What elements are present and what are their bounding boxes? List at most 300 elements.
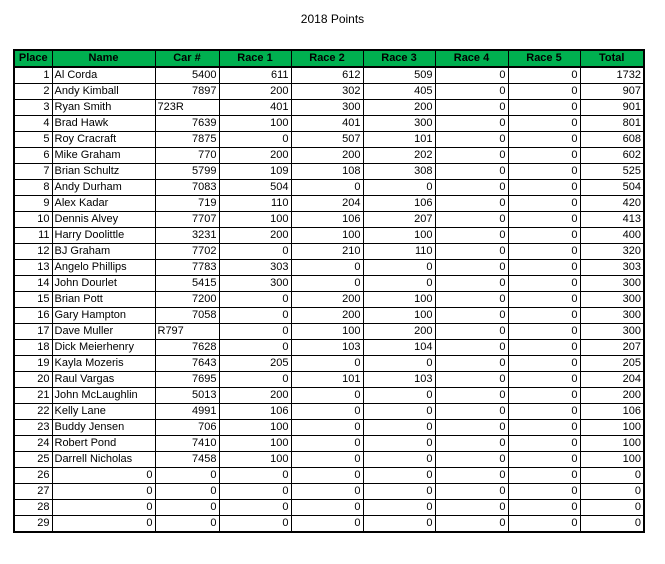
cell-name[interactable]: Brian Pott	[52, 292, 155, 308]
table-row	[14, 500, 644, 516]
cell-place[interactable]: 7	[14, 164, 52, 180]
table-row	[14, 436, 644, 452]
cell-race-1[interactable]: 100	[219, 212, 291, 228]
header-race-5[interactable]: Race 5	[508, 50, 580, 67]
points-rows	[14, 67, 644, 532]
table-row	[14, 324, 644, 340]
cell-race-4[interactable]: 0	[435, 356, 508, 372]
cell-total[interactable]: 106	[580, 404, 644, 420]
cell-race-5[interactable]: 0	[508, 244, 580, 260]
cell-place[interactable]: 18	[14, 340, 52, 356]
points-table	[13, 49, 645, 533]
cell-total[interactable]: 300	[580, 276, 644, 292]
cell-name[interactable]: Brian Schultz	[52, 164, 155, 180]
cell-race-5[interactable]: 0	[508, 276, 580, 292]
cell-car[interactable]: 706	[155, 420, 219, 436]
cell-place[interactable]: 10	[14, 212, 52, 228]
cell-race-5[interactable]: 0	[508, 67, 580, 84]
table-row	[14, 388, 644, 404]
cell-race-5[interactable]: 0	[508, 308, 580, 324]
cell-place[interactable]: 4	[14, 116, 52, 132]
cell-race-3[interactable]: 100	[363, 292, 435, 308]
cell-race-3[interactable]: 0	[363, 404, 435, 420]
cell-race-5[interactable]: 0	[508, 212, 580, 228]
cell-race-2[interactable]: 200	[291, 308, 363, 324]
cell-race-1[interactable]: 100	[219, 452, 291, 468]
cell-race-2[interactable]: 106	[291, 212, 363, 228]
cell-race-2[interactable]: 0	[291, 180, 363, 196]
cell-name[interactable]: Kelly Lane	[52, 404, 155, 420]
table-row	[14, 516, 644, 533]
cell-place[interactable]: 29	[14, 516, 52, 533]
cell-race-5[interactable]: 0	[508, 452, 580, 468]
cell-race-1[interactable]: 0	[219, 340, 291, 356]
cell-race-3[interactable]: 509	[363, 67, 435, 84]
sheet-title: 2018 Points	[300, 12, 365, 26]
cell-race-2[interactable]: 210	[291, 244, 363, 260]
cell-car[interactable]: 0	[155, 500, 219, 516]
cell-race-4[interactable]: 0	[435, 164, 508, 180]
cell-race-5[interactable]: 0	[508, 372, 580, 388]
cell-name[interactable]: BJ Graham	[52, 244, 155, 260]
cell-race-3[interactable]: 0	[363, 516, 435, 533]
table-row	[14, 116, 644, 132]
cell-race-1[interactable]: 0	[219, 308, 291, 324]
cell-race-3[interactable]: 0	[363, 180, 435, 196]
cell-total[interactable]: 504	[580, 180, 644, 196]
table-row	[14, 196, 644, 212]
cell-place[interactable]: 26	[14, 468, 52, 484]
cell-name[interactable]: Angelo Phillips	[52, 260, 155, 276]
cell-total[interactable]: 525	[580, 164, 644, 180]
cell-race-1[interactable]: 504	[219, 180, 291, 196]
header-name[interactable]: Name	[52, 50, 155, 67]
cell-race-2[interactable]: 612	[291, 67, 363, 84]
cell-name[interactable]: Dave Muller	[52, 324, 155, 340]
cell-race-4[interactable]: 0	[435, 148, 508, 164]
cell-race-4[interactable]: 0	[435, 484, 508, 500]
cell-race-1[interactable]: 0	[219, 484, 291, 500]
cell-car[interactable]: 7897	[155, 84, 219, 100]
cell-race-5[interactable]: 0	[508, 388, 580, 404]
cell-car[interactable]: 7695	[155, 372, 219, 388]
cell-car[interactable]: 5799	[155, 164, 219, 180]
cell-race-5[interactable]: 0	[508, 404, 580, 420]
cell-race-1[interactable]: 0	[219, 468, 291, 484]
cell-total[interactable]: 1732	[580, 67, 644, 84]
cell-race-2[interactable]: 103	[291, 340, 363, 356]
cell-race-3[interactable]: 0	[363, 356, 435, 372]
table-row	[14, 276, 644, 292]
cell-name[interactable]: Mike Graham	[52, 148, 155, 164]
cell-total[interactable]: 300	[580, 292, 644, 308]
cell-place[interactable]: 27	[14, 484, 52, 500]
cell-race-2[interactable]: 0	[291, 420, 363, 436]
cell-total[interactable]: 207	[580, 340, 644, 356]
cell-race-1[interactable]: 303	[219, 260, 291, 276]
cell-race-1[interactable]: 106	[219, 404, 291, 420]
cell-name[interactable]: Darrell Nicholas	[52, 452, 155, 468]
cell-race-4[interactable]: 0	[435, 404, 508, 420]
cell-race-1[interactable]: 205	[219, 356, 291, 372]
cell-total[interactable]: 303	[580, 260, 644, 276]
cell-place[interactable]: 24	[14, 436, 52, 452]
cell-total[interactable]: 100	[580, 452, 644, 468]
cell-race-5[interactable]: 0	[508, 340, 580, 356]
table-row	[14, 67, 644, 84]
cell-place[interactable]: 21	[14, 388, 52, 404]
cell-race-4[interactable]: 0	[435, 500, 508, 516]
cell-car[interactable]: 0	[155, 484, 219, 500]
cell-race-4[interactable]: 0	[435, 84, 508, 100]
cell-race-3[interactable]: 100	[363, 308, 435, 324]
cell-race-2[interactable]: 0	[291, 468, 363, 484]
cell-race-5[interactable]: 0	[508, 100, 580, 116]
cell-race-2[interactable]: 0	[291, 388, 363, 404]
cell-race-4[interactable]: 0	[435, 244, 508, 260]
cell-total[interactable]: 608	[580, 132, 644, 148]
cell-race-5[interactable]: 0	[508, 260, 580, 276]
cell-race-4[interactable]: 0	[435, 468, 508, 484]
cell-total[interactable]: 413	[580, 212, 644, 228]
header-car[interactable]: Car #	[155, 50, 219, 67]
cell-race-3[interactable]: 0	[363, 484, 435, 500]
table-row	[14, 356, 644, 372]
cell-race-2[interactable]: 302	[291, 84, 363, 100]
cell-total[interactable]: 300	[580, 308, 644, 324]
cell-race-5[interactable]: 0	[508, 500, 580, 516]
cell-place[interactable]: 25	[14, 452, 52, 468]
table-row	[14, 164, 644, 180]
cell-race-1[interactable]: 0	[219, 244, 291, 260]
cell-car[interactable]: 5400	[155, 67, 219, 84]
cell-place[interactable]: 19	[14, 356, 52, 372]
cell-place[interactable]: 20	[14, 372, 52, 388]
cell-race-4[interactable]: 0	[435, 116, 508, 132]
cell-race-4[interactable]: 0	[435, 292, 508, 308]
cell-name[interactable]: John McLaughlin	[52, 388, 155, 404]
cell-race-3[interactable]: 0	[363, 468, 435, 484]
cell-race-5[interactable]: 0	[508, 292, 580, 308]
cell-name[interactable]: Kayla Mozeris	[52, 356, 155, 372]
cell-race-2[interactable]: 401	[291, 116, 363, 132]
cell-place[interactable]: 22	[14, 404, 52, 420]
cell-race-3[interactable]: 104	[363, 340, 435, 356]
cell-name[interactable]: Roy Cracraft	[52, 132, 155, 148]
cell-race-5[interactable]: 0	[508, 420, 580, 436]
cell-race-5[interactable]: 0	[508, 84, 580, 100]
cell-car[interactable]: 3231	[155, 228, 219, 244]
cell-total[interactable]: 100	[580, 436, 644, 452]
cell-car[interactable]: 7875	[155, 132, 219, 148]
cell-race-5[interactable]: 0	[508, 468, 580, 484]
cell-race-1[interactable]: 0	[219, 500, 291, 516]
cell-car[interactable]: 0	[155, 516, 219, 533]
cell-race-3[interactable]: 0	[363, 276, 435, 292]
cell-car[interactable]: 5013	[155, 388, 219, 404]
cell-race-3[interactable]: 103	[363, 372, 435, 388]
cell-total[interactable]: 602	[580, 148, 644, 164]
cell-race-2[interactable]: 0	[291, 484, 363, 500]
cell-race-3[interactable]: 0	[363, 436, 435, 452]
cell-race-4[interactable]: 0	[435, 180, 508, 196]
cell-place[interactable]: 14	[14, 276, 52, 292]
cell-car[interactable]: 7702	[155, 244, 219, 260]
cell-race-2[interactable]: 0	[291, 452, 363, 468]
cell-race-1[interactable]: 100	[219, 116, 291, 132]
cell-place[interactable]: 8	[14, 180, 52, 196]
cell-place[interactable]: 2	[14, 84, 52, 100]
table-row	[14, 372, 644, 388]
cell-name[interactable]: 0	[52, 484, 155, 500]
cell-car[interactable]: 7628	[155, 340, 219, 356]
cell-race-2[interactable]: 204	[291, 196, 363, 212]
cell-race-2[interactable]: 300	[291, 100, 363, 116]
cell-place[interactable]: 13	[14, 260, 52, 276]
cell-car[interactable]: 7058	[155, 308, 219, 324]
header-race-2[interactable]: Race 2	[291, 50, 363, 67]
cell-race-4[interactable]: 0	[435, 324, 508, 340]
header-total[interactable]: Total	[580, 50, 644, 67]
cell-name[interactable]: John Dourlet	[52, 276, 155, 292]
cell-race-1[interactable]: 611	[219, 67, 291, 84]
table-row	[14, 340, 644, 356]
table-row	[14, 212, 644, 228]
cell-total[interactable]: 300	[580, 324, 644, 340]
cell-car[interactable]: 7200	[155, 292, 219, 308]
cell-race-1[interactable]: 0	[219, 324, 291, 340]
cell-race-5[interactable]: 0	[508, 484, 580, 500]
cell-race-1[interactable]: 0	[219, 516, 291, 533]
cell-race-3[interactable]: 308	[363, 164, 435, 180]
table-row	[14, 244, 644, 260]
header-race-3[interactable]: Race 3	[363, 50, 435, 67]
cell-place[interactable]: 1	[14, 67, 52, 84]
cell-total[interactable]: 205	[580, 356, 644, 372]
table-row	[14, 292, 644, 308]
cell-car[interactable]: 7643	[155, 356, 219, 372]
cell-place[interactable]: 16	[14, 308, 52, 324]
cell-name[interactable]: Robert Pond	[52, 436, 155, 452]
cell-place[interactable]: 9	[14, 196, 52, 212]
cell-race-2[interactable]: 0	[291, 260, 363, 276]
cell-car[interactable]: 7783	[155, 260, 219, 276]
cell-race-2[interactable]: 0	[291, 404, 363, 420]
cell-race-2[interactable]: 0	[291, 356, 363, 372]
cell-car[interactable]: 4991	[155, 404, 219, 420]
cell-race-4[interactable]: 0	[435, 100, 508, 116]
cell-place[interactable]: 6	[14, 148, 52, 164]
cell-car[interactable]: 719	[155, 196, 219, 212]
cell-place[interactable]: 5	[14, 132, 52, 148]
cell-car[interactable]: 7083	[155, 180, 219, 196]
cell-total[interactable]: 420	[580, 196, 644, 212]
cell-race-3[interactable]: 0	[363, 500, 435, 516]
cell-race-3[interactable]: 300	[363, 116, 435, 132]
table-row	[14, 308, 644, 324]
cell-race-1[interactable]: 300	[219, 276, 291, 292]
cell-total[interactable]: 0	[580, 468, 644, 484]
cell-name[interactable]: Ryan Smith	[52, 100, 155, 116]
table-row	[14, 180, 644, 196]
cell-race-4[interactable]: 0	[435, 228, 508, 244]
cell-name[interactable]: Andy Durham	[52, 180, 155, 196]
cell-place[interactable]: 12	[14, 244, 52, 260]
cell-race-2[interactable]: 108	[291, 164, 363, 180]
cell-name[interactable]: Harry Doolittle	[52, 228, 155, 244]
cell-place[interactable]: 17	[14, 324, 52, 340]
header-race-1[interactable]: Race 1	[219, 50, 291, 67]
table-row	[14, 484, 644, 500]
cell-race-1[interactable]: 401	[219, 100, 291, 116]
cell-car[interactable]: 7410	[155, 436, 219, 452]
cell-race-1[interactable]: 200	[219, 228, 291, 244]
cell-race-5[interactable]: 0	[508, 516, 580, 533]
cell-name[interactable]: 0	[52, 468, 155, 484]
cell-name[interactable]: Dennis Alvey	[52, 212, 155, 228]
cell-race-1[interactable]: 0	[219, 132, 291, 148]
cell-name[interactable]: Al Corda	[52, 67, 155, 84]
cell-race-2[interactable]: 100	[291, 228, 363, 244]
header-race-4[interactable]: Race 4	[435, 50, 508, 67]
cell-race-3[interactable]: 200	[363, 100, 435, 116]
cell-name[interactable]: Dick Meierhenry	[52, 340, 155, 356]
cell-total[interactable]: 204	[580, 372, 644, 388]
cell-car[interactable]: R797	[155, 324, 219, 340]
cell-race-2[interactable]: 0	[291, 516, 363, 533]
table-row	[14, 452, 644, 468]
cell-car[interactable]: 770	[155, 148, 219, 164]
cell-total[interactable]: 200	[580, 388, 644, 404]
cell-race-3[interactable]: 110	[363, 244, 435, 260]
cell-total[interactable]: 320	[580, 244, 644, 260]
cell-car[interactable]: 7639	[155, 116, 219, 132]
cell-place[interactable]: 3	[14, 100, 52, 116]
cell-race-3[interactable]: 101	[363, 132, 435, 148]
cell-race-1[interactable]: 0	[219, 372, 291, 388]
cell-race-4[interactable]: 0	[435, 420, 508, 436]
cell-race-5[interactable]: 0	[508, 196, 580, 212]
cell-race-2[interactable]: 0	[291, 436, 363, 452]
cell-name[interactable]: Andy Kimball	[52, 84, 155, 100]
cell-race-3[interactable]: 200	[363, 324, 435, 340]
cell-race-4[interactable]: 0	[435, 516, 508, 533]
cell-race-5[interactable]: 0	[508, 436, 580, 452]
cell-total[interactable]: 100	[580, 420, 644, 436]
table-row	[14, 228, 644, 244]
cell-total[interactable]: 0	[580, 516, 644, 533]
cell-race-4[interactable]: 0	[435, 260, 508, 276]
cell-race-2[interactable]: 0	[291, 500, 363, 516]
table-row	[14, 260, 644, 276]
cell-race-4[interactable]: 0	[435, 388, 508, 404]
cell-car[interactable]: 5415	[155, 276, 219, 292]
cell-total[interactable]: 801	[580, 116, 644, 132]
cell-race-5[interactable]: 0	[508, 356, 580, 372]
cell-race-5[interactable]: 0	[508, 228, 580, 244]
cell-name[interactable]: Gary Hampton	[52, 308, 155, 324]
cell-place[interactable]: 15	[14, 292, 52, 308]
cell-name[interactable]: 0	[52, 516, 155, 533]
cell-race-3[interactable]: 0	[363, 388, 435, 404]
cell-race-4[interactable]: 0	[435, 308, 508, 324]
cell-race-2[interactable]: 0	[291, 276, 363, 292]
cell-race-3[interactable]: 0	[363, 420, 435, 436]
cell-race-1[interactable]: 200	[219, 148, 291, 164]
cell-race-4[interactable]: 0	[435, 212, 508, 228]
cell-race-3[interactable]: 106	[363, 196, 435, 212]
cell-car[interactable]: 7458	[155, 452, 219, 468]
cell-total[interactable]: 907	[580, 84, 644, 100]
cell-place[interactable]: 28	[14, 500, 52, 516]
cell-race-1[interactable]: 110	[219, 196, 291, 212]
cell-race-2[interactable]: 200	[291, 148, 363, 164]
cell-car[interactable]: 7707	[155, 212, 219, 228]
cell-race-5[interactable]: 0	[508, 132, 580, 148]
cell-race-4[interactable]: 0	[435, 196, 508, 212]
cell-car[interactable]: 723R	[155, 100, 219, 116]
cell-race-1[interactable]: 109	[219, 164, 291, 180]
cell-race-1[interactable]: 200	[219, 388, 291, 404]
cell-name[interactable]: 0	[52, 500, 155, 516]
cell-race-4[interactable]: 0	[435, 67, 508, 84]
cell-total[interactable]: 901	[580, 100, 644, 116]
cell-race-1[interactable]: 0	[219, 292, 291, 308]
cell-race-5[interactable]: 0	[508, 180, 580, 196]
cell-race-5[interactable]: 0	[508, 324, 580, 340]
header-place[interactable]: Place	[14, 50, 52, 67]
table-row	[14, 148, 644, 164]
cell-name[interactable]: Alex Kadar	[52, 196, 155, 212]
cell-race-4[interactable]: 0	[435, 276, 508, 292]
table-row	[14, 468, 644, 484]
cell-total[interactable]: 400	[580, 228, 644, 244]
cell-place[interactable]: 11	[14, 228, 52, 244]
cell-race-2[interactable]: 100	[291, 324, 363, 340]
cell-race-1[interactable]: 100	[219, 420, 291, 436]
cell-race-5[interactable]: 0	[508, 164, 580, 180]
cell-name[interactable]: Brad Hawk	[52, 116, 155, 132]
cell-total[interactable]: 0	[580, 500, 644, 516]
cell-race-4[interactable]: 0	[435, 340, 508, 356]
table-row	[14, 84, 644, 100]
cell-race-2[interactable]: 507	[291, 132, 363, 148]
cell-race-3[interactable]: 207	[363, 212, 435, 228]
cell-total[interactable]: 0	[580, 484, 644, 500]
cell-race-1[interactable]: 100	[219, 436, 291, 452]
cell-race-5[interactable]: 0	[508, 148, 580, 164]
table-row	[14, 100, 644, 116]
cell-race-4[interactable]: 0	[435, 372, 508, 388]
cell-race-3[interactable]: 100	[363, 228, 435, 244]
cell-place[interactable]: 23	[14, 420, 52, 436]
cell-race-4[interactable]: 0	[435, 132, 508, 148]
cell-race-3[interactable]: 405	[363, 84, 435, 100]
cell-car[interactable]: 0	[155, 468, 219, 484]
cell-race-2[interactable]: 101	[291, 372, 363, 388]
cell-race-1[interactable]: 200	[219, 84, 291, 100]
cell-race-5[interactable]: 0	[508, 116, 580, 132]
cell-race-3[interactable]: 0	[363, 452, 435, 468]
table-row	[14, 420, 644, 436]
cell-race-3[interactable]: 0	[363, 260, 435, 276]
cell-race-2[interactable]: 200	[291, 292, 363, 308]
cell-name[interactable]: Raul Vargas	[52, 372, 155, 388]
cell-race-4[interactable]: 0	[435, 452, 508, 468]
cell-race-3[interactable]: 202	[363, 148, 435, 164]
cell-name[interactable]: Buddy Jensen	[52, 420, 155, 436]
cell-race-4[interactable]: 0	[435, 436, 508, 452]
